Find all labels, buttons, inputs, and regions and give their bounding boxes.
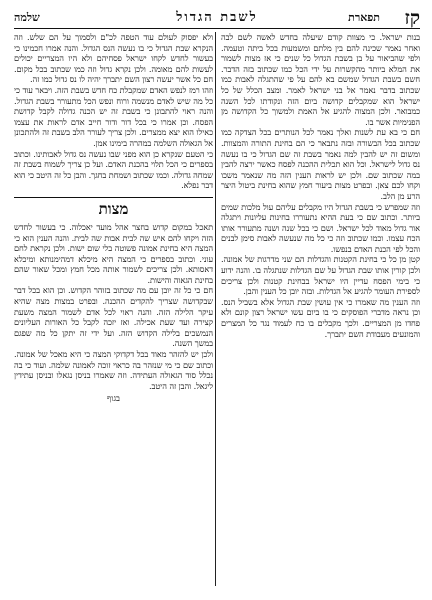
closing-word: בגוף <box>107 393 120 404</box>
paragraph: וזהו רמז לנפש האדם שמקבלת כח חדש בשבת הזה. ויבאר עוד כי כל מה שיש לאדם מנשמה ורוח ונפש הכל מתעורר בשבת הגדול. והנה ראוי להתבונן כי בשבת זה יש הכנה גדולה לקבל קדושת הפסח. וכן אמרו כי בכל דור ודור חייב אדם לראות את עצמו כאילו הוא יצא ממצרים. ולכן צריך לעורר הלב בשבת זה ולהתכונן אל הגאולה השלמה במהרה בימינו אמן. <box>14 84 213 148</box>
paragraph: ולכן יש להזהר מאוד בכל דקדוקי המצה כי היא מאכל של אמונה. וכתוב שם כי מי שנזהר בה כראוי זוכה לאמונה שלמה. ועוד כי בה נכלל סוד הגאולה העתידה. וזה שאמרו בניסן נגאלו ובניסן עתידין ליגאל. והבן זה היטב. <box>14 349 213 391</box>
right-column <box>221 32 420 586</box>
paragraph: וזה הענין מה שאמרו כי אין עושין שבת הגדול אלא בשביל הנס. וכן נראה מדברי הפוסקים כי בו ביום עשו ישראל רצון קונם ולא פחדו מן המצריים. ולכך מקבלים בו כח לעמוד נגד כל המצרים והמונעים מעבודת השם יתברך. <box>221 296 420 339</box>
paragraph: חם כי בא עת לשנות ואלך נאמר לכל הנותרים בכל הצדקה כמו שכתוב בכל הבשורה ובזה נתבאר כי הם בחינת התורה והמצוות. ומשום זה יש להבין למה נאמר בשבת זה שם הגדול כי בו נעשה נס גדול לישראל. וכל הוא תכלית ההכנה לפסח כאשר ירצה להבין במה שכתוב שם. ולכן יש לראות הענין הזה מה שנאמר משכו וקחו לכם צאן. ובפרט מצות ביעור חמץ שהוא בחינת ביטול היצר הרע מן הלב. <box>221 127 420 201</box>
header-running-title-right: תפארת <box>348 11 380 24</box>
paragraph: וזה שמפרש כי בשבת הגדול היו מקבלים עליהם עול מלכות שמים ביותר. וכתוב שם כי בעת ההיא נתעוררו בחינות עליונות ויתגלה אור גדול מאוד לכל ישראל. ושם כי בכל שנה ושנה מתעורר אותו הכח עצמו. וכמו שכתוב וזה כי כל מה שנעשה לאבות סימן לבנים והכל לפי הכנת האדם בנפשו. <box>221 201 420 254</box>
column-divider <box>215 32 216 586</box>
header-running-title-left: שלמה <box>14 11 40 24</box>
section-heading <box>14 197 213 218</box>
page-number: קז <box>404 7 420 29</box>
paragraph: חם כי כל זה יובן עם מה שכתוב בזוהר הקדוש. וכן הוא בכל דבר שבקדושה שצריך להקדים ההכנה. ובפרט במצות מצה שהיא עיקר הלילה הזה. והנה ראוי לכל אדם לשמור המצה משעת קצירה ועד שעת אכילה. ואז יזכה לקבל כל האורות העליונים הנמשכים בלילה הקדוש הזה. ועל ידי זה יתקן כל מה שפגם במשך השנה. <box>14 285 213 349</box>
left-column <box>14 32 213 586</box>
header-title: לשבת הגדול <box>176 10 258 25</box>
paragraph: ולא יפסוק לעולם עוד הטפה לכ"ם ולסמוך על הם שלש. וזה הנקרא שבת הגדול כי בו נעשה הנס הגדול. והנה אמרו חכמינו כי בעשור לחדש לקחו ישראל פסחיהם ולא היו המצריים יכולים לעשות להם מאומה. ולכן נקרא גדול וזה כמו שכתוב בכל מקום. חם כל אשר יעשה רצון השם יתברך יהיה לו נס גדול כמו זה. <box>14 32 213 85</box>
paragraph: קטן מן כל כי בחינת הקטנות והגדלות הם שני מדרגות של אמונה. ולכן קורין אותו שבת הגדול על שם הגדלות שנתגלה בו. והנה ידוע כי בימי הפסח עדיין היו ישראל בבחינת קטנות ולכן צריכים לספירת העומר להגיע אל הגדלות. ובזה יובן כל הענין והבן. <box>221 254 420 297</box>
page-header <box>14 8 420 29</box>
paragraph: תאכל במקום קדוש בחצר אהל מועד יאכלוה. כי בעשור לחדש הזה ויקחו להם איש שה לבית אבות שה לבית. והנה הענין הוא כי המצה היא בחינת אמונה פשוטה בלי שום ישות. ולכן נקראת לחם עוני. וכתוב בספרים כי המצה היא מיכלא דמהימנותא ומיכלא דאסותא. ולכן צריכים לשמור אותה מכל חמץ ומכל שאור שהם בחינת הגאוה והישות. <box>14 221 213 285</box>
section-title: מצות <box>98 199 129 218</box>
paragraph: כי הטעם שנקרא כן הוא מפני שבו נעשה נס גדול לאבותינו. וכתוב בספרים כי הכל תלוי בהכנת האדם. ועל כן צריך לשמוח בשבת זה שמחה גדולה. וכמו שכתוב ושמחת בחגך. והבן כל זה היטב כי הוא דבר נפלא. <box>14 148 213 191</box>
paragraph: בנות ישראל. כי מצוות קודם שיעלה בחדש לאשה לשם לבה ואחר נאמר שכינה להם בין מלתם ומשמעות בכל ביתה וטעמה. ולפי שהביאור על בן בשבת הגדול כל שנים כי אז מצות לשמור את המלא ביותר מהקשרות על ידי הכל כמו שכתוב בזה הדבר. חשם בשבת הגדול שמשם בא להם על פי שהתגלה לאבות כמו שכתוב בדבר נאמר אל בני ישראל לאמר. ומצב הכלל של כל ישראל הוא שמקבלים קדושה ביום הזה ונקודתו לכל השנה כמבואר. ולכן המצוה להגיע אל האמת ולמשוך כל הקדושה מן הפנימיות אשר בו. <box>221 32 420 127</box>
